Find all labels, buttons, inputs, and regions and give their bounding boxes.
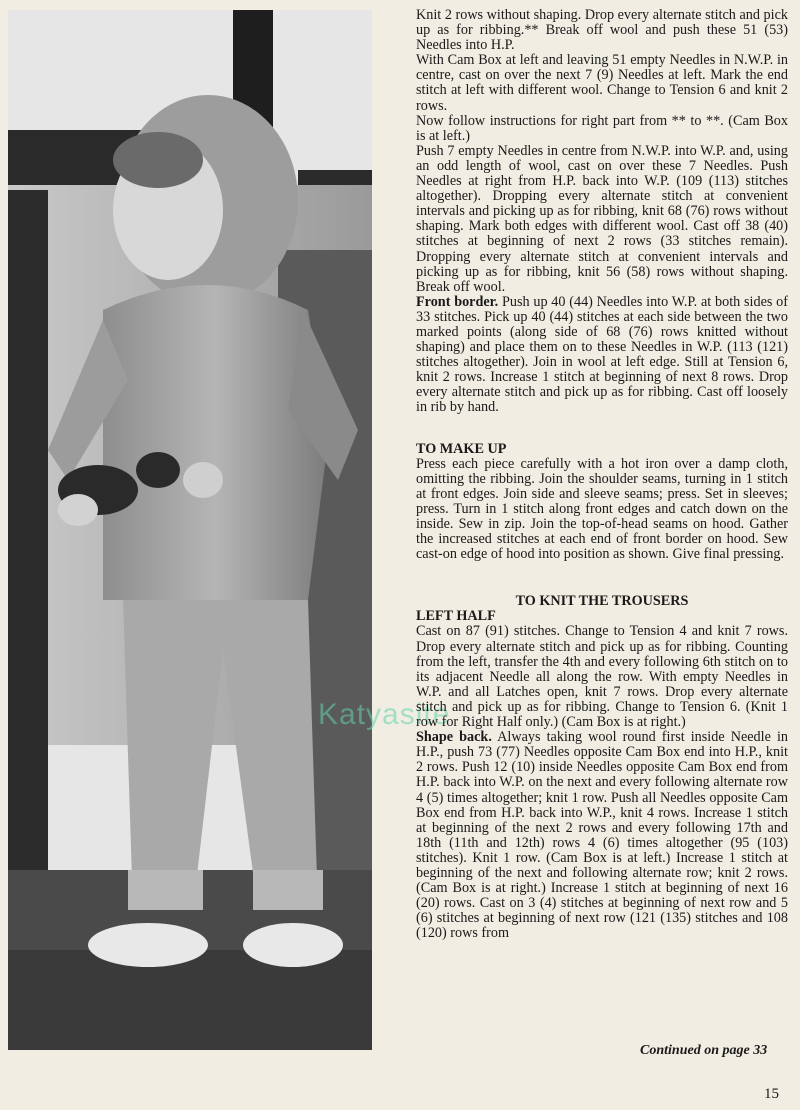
shape-back-body: Always taking wool round first inside Needle in H.P., push 73 (77) Needles opposite Cam Box end into H.P., knit 2 rows. Push 12 (10) inside Needles opposite Cam Box end from H.P. back into W.P. on the next and every following alternate row 4 (5) times altogether; knit 1 row. Push all Needles opposite Cam Box end from H.P. back into W.P., knit 4 rows. Increase 1 stitch at beginning of the next 2 rows and every following 17th and 18th (11th and 12th) rows 4 (6) times altogether (95 (103) stitches). Knit 1 row. (Cam Box is at left.) Increase 1 stitch at beginning of the next and following alternate row; knit 2 rows. (Cam Box is at right.) Increase 1 stitch at beginning of next 16 (20) rows. Cast on 3 (4) stitches at beginning of next row and 5 (6) stitches at beginning of next row (121 (135) stitches and 108 (120) rows from [416,729,789,942]
continued-note: Continued on page 33 [640,1043,768,1058]
paragraph-shape-back [416,730,788,941]
front-border-lead: Front border. [416,293,499,310]
shape-back-lead: Shape back. [416,729,492,746]
page-number: 15 [764,1086,779,1102]
make-up-heading: TO MAKE UP [416,440,507,457]
paragraph-push-needles: Push 7 empty Needles in centre from N.W.P. into W.P. and, using an odd length of wool, cast on over these 7 Needles. Push Needles at right from H.P. back into W.P. (109 (113) stitches altogether). Dropping every alternate stitch at convenient intervals and picking up as for ribbing, knit 68 (76) rows without shaping. Mark both edges with different wool. Cast off 38 (40) stitches at beginning of next 2 rows (33 stitches remain). Dropping every alternate stitch at convenient intervals and picking up as for ribbing, knit 56 (58) rows without shaping. Break off wool. [416,142,788,295]
paragraph-follow-instructions: Now follow instructions for right part from ** to **. (Cam Box is at left.) [416,112,788,144]
paragraph-cam-box-left: With Cam Box at left and leaving 51 empty Needles in N.W.P. in centre, cast on over the next 7 (9) Needles at left. Mark the end stitch at left with different wool. Change to Tension 6 and knit 2 rows. [416,52,788,114]
paragraph-front-border [416,295,788,416]
paragraph-shaping: Knit 2 rows without shaping. Drop every alternate stitch and pick up as for ribbing.** Break off wool and push these 51 (53) Needles into H.P. [416,7,788,54]
paragraph-make-up: Press each piece carefully with a hot iron over a damp cloth, omitting the ribbing. Join the shoulder seams, turning in 1 stitch at front edges. Join side and sleeve seams; press. Set in sleeves; press. Turn in 1 stitch along front edges and catch down on the inside. Sew in zip. Join the top-of-head seams on hood. Gather the increased stitches at each end of front border on hood. Sew cast-on edge of hood into position as shown. Give final pressing. [416,455,788,563]
left-half-heading: LEFT HALF [416,608,496,625]
paragraph-left-half: Cast on 87 (91) stitches. Change to Tension 4 and knit 7 rows. Drop every alternate stitch and pick up as for ribbing. Counting from the left, transfer the 4th and every following 6th stitch on to its adjacent Needle all along the row. With empty Needles in W.P. and all Latches open, knit 7 rows. Drop every alternate stitch and pick up as for ribbing. Change to Tension 6. (Knit 1 row for Right Half only.) (Cam Box is at right.) [416,623,788,731]
front-border-body: Push up 40 (44) Needles into W.P. at both sides of 33 stitches. Pick up 40 (44) stitches at each side between the two marked points (along side of 68 (76) rows knitted without shaping) and place them on to these Needles in W.P. (113 (121) stitches altogether). Join in wool at left edge. Still at Tension 6, knit 2 rows. Increase 1 stitch at beginning of next 8 rows. Drop every alternate stitch and pick up as for ribbing. Cast off loosely in rib by hand. [416,293,788,416]
watermark-text: Katyasite [318,698,451,731]
pattern-instructions [416,8,788,941]
trousers-heading: TO KNIT THE TROUSERS [515,593,689,610]
child-photo [8,10,372,1050]
